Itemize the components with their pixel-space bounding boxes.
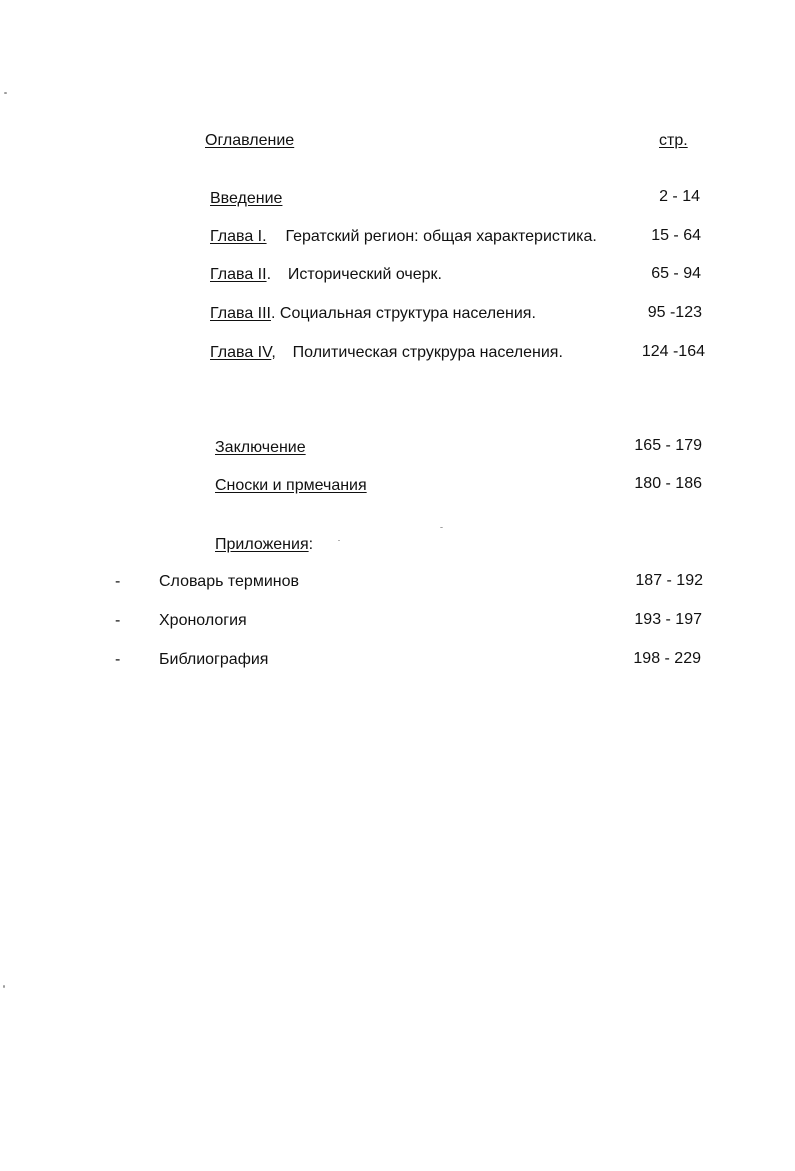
chapter-title: Политическая струкрура населения. [292,344,563,361]
chapter-title: Гератский регион: общая характеристика. [285,228,597,245]
toc-entry-chapter-1[interactable] [210,227,597,247]
appendices-label: Приложения [215,536,309,553]
toc-entry-conclusion-label[interactable]: Заключение [215,439,306,456]
appendix-item-bibliography-pages: 198 - 229 [633,650,701,667]
toc-entry-chapter-1-pages: 15 - 64 [651,227,701,244]
chapter-prefix-punct: , [271,344,276,361]
appendix-bullet: - [115,573,121,590]
chapter-prefix-punct: . [266,266,272,283]
appendix-bullet: - [115,651,121,668]
appendix-item-bibliography[interactable]: Библиография [159,651,269,668]
appendix-item-chronology-pages: 193 - 197 [634,611,702,628]
appendix-item-glossary[interactable]: Словарь терминов [159,573,299,590]
chapter-title: Социальная структура населения. [279,305,536,322]
toc-entry-chapter-3-pages: 95 -123 [647,304,702,321]
scan-speck [4,92,7,94]
appendix-item-chronology[interactable]: Хронология [159,612,247,629]
chapter-prefix: Глава IV [210,344,272,361]
appendix-bullet: - [115,612,121,629]
chapter-prefix-punct: . [271,305,276,322]
toc-entry-conclusion-pages: 165 - 179 [634,437,702,454]
toc-entry-chapter-4-pages: 124 -164 [641,343,705,360]
toc-heading: Оглавление [205,132,295,149]
toc-entry-appendices[interactable] [215,535,313,555]
toc-entry-notes-pages: 180 - 186 [634,475,702,492]
toc-entry-chapter-2-pages: 65 - 94 [651,265,701,282]
toc-entry-chapter-2[interactable] [210,265,442,285]
scan-speck [3,985,5,988]
chapter-prefix: Глава II [210,266,267,283]
chapter-prefix: Глава III [210,305,271,322]
chapter-title: Исторический очерк. [287,266,442,283]
toc-entry-chapter-4[interactable] [210,343,563,363]
chapter-prefix: Глава I. [210,228,267,245]
toc-entry-notes-label[interactable]: Сноски и прмечания [215,477,367,494]
appendix-item-glossary-pages: 187 - 192 [635,572,703,589]
scan-speck [440,527,443,528]
toc-entry-intro-pages: 2 - 14 [659,188,700,205]
appendices-colon: : [308,536,314,553]
scan-speck [338,540,340,541]
page-column-label: стр. [659,132,688,149]
toc-entry-chapter-3[interactable] [210,304,536,324]
toc-entry-intro-label[interactable]: Введение [210,190,283,207]
